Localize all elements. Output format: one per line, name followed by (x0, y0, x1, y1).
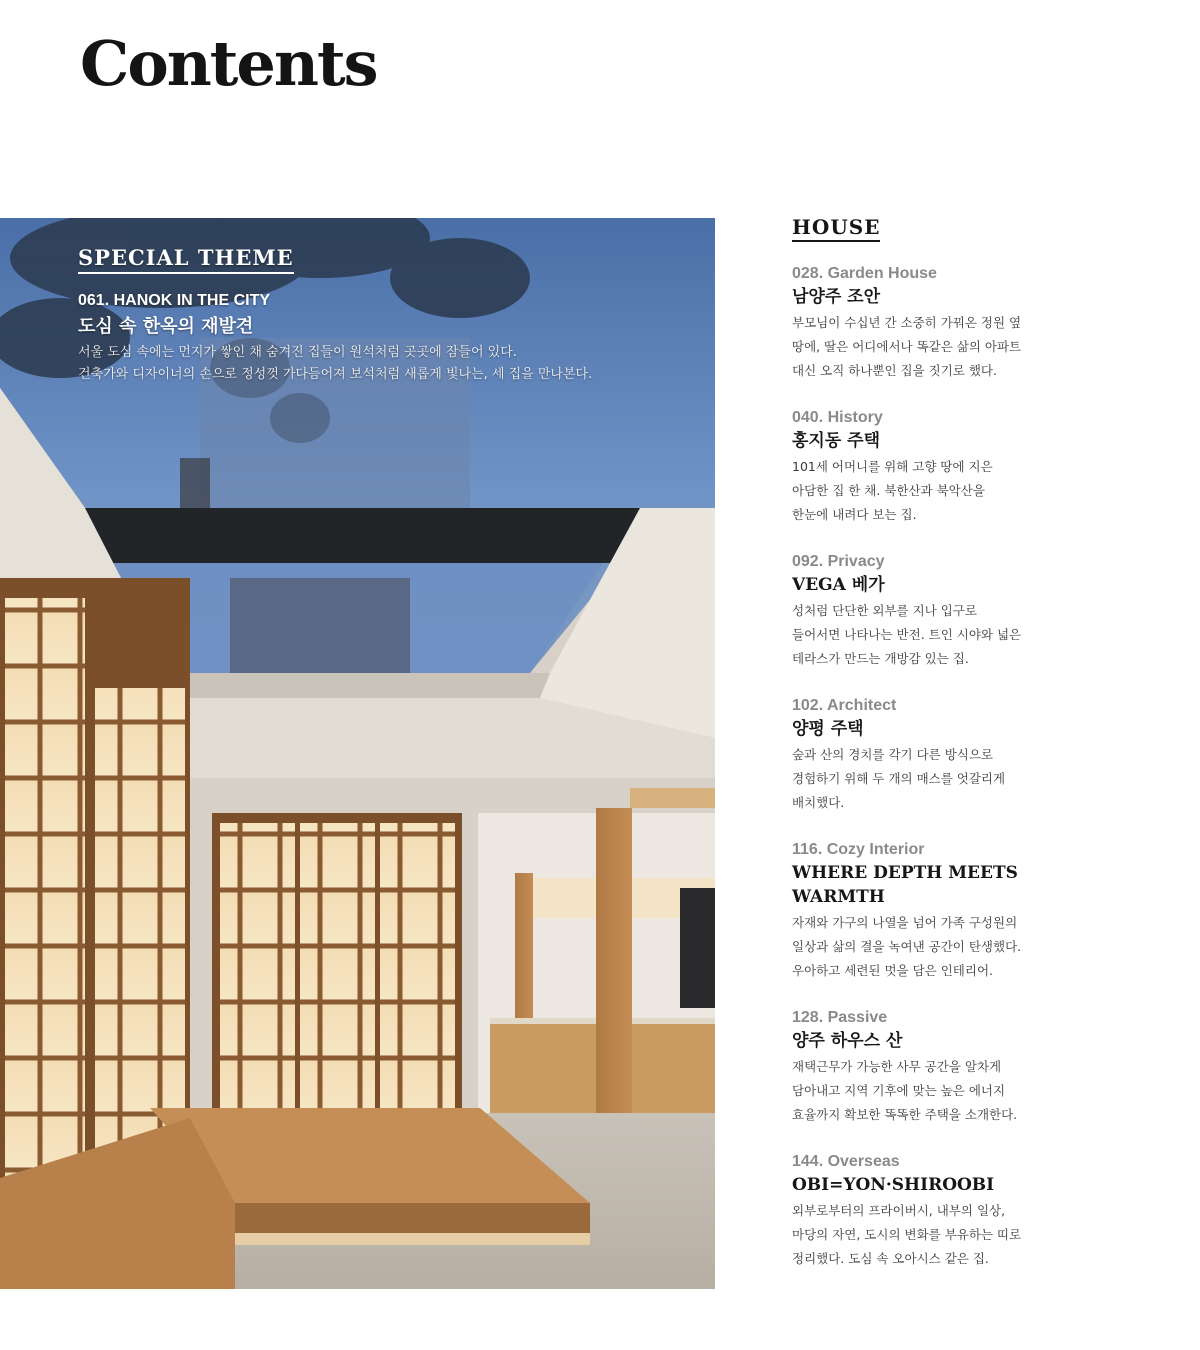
entry-number: 116. Cozy Interior (792, 841, 925, 858)
house-section-title: HOUSE (792, 215, 880, 242)
special-theme-block (78, 245, 698, 386)
house-section (792, 215, 1152, 1266)
entry-number: 040. History (792, 409, 883, 426)
special-theme-headline: 도심 속 한옥의 재발견 (78, 316, 254, 337)
entry-description: 외부로부터의 프라이버시, 내부의 일상, 마당의 자연, 도시의 변화를 부유하는 띠로 정리했다. 도심 속 오아시스 같은 집. (792, 1203, 1022, 1266)
special-theme-label: SPECIAL THEME (78, 245, 294, 274)
entry-description: 101세 어머니를 위해 고향 땅에 지은 아담한 집 한 채. 북한산과 북악산을 한눈에 내려다 보는 집. (792, 459, 993, 522)
entry-title: 양주 하우스 산 (792, 1031, 903, 1051)
entry-description: 자재와 가구의 나열을 넘어 가족 구성원의 일상과 삶의 결을 녹여낸 공간이 탄생했다. 우아하고 세련된 멋을 담은 인테리어. (792, 915, 1022, 978)
entry-number: 144. Overseas (792, 1153, 900, 1170)
entry-number: 102. Architect (792, 697, 897, 714)
page-title: Contents (80, 27, 377, 100)
contents-entry[interactable] (792, 1007, 1152, 1127)
contents-entry[interactable] (792, 263, 1152, 383)
entry-description: 숲과 산의 경치를 각기 다른 방식으로 경험하기 위해 두 개의 매스를 엇갈리게 배치했다. (792, 747, 1006, 810)
contents-entry[interactable] (792, 695, 1152, 815)
entry-number: 128. Passive (792, 1009, 888, 1026)
entry-description: 부모님이 수십년 간 소중히 가꿔온 정원 옆 땅에, 딸은 어디에서나 똑같은 삶의 아파트 대신 오직 하나뿐인 집을 짓기로 했다. (792, 315, 1022, 378)
entry-title: WHERE DEPTH MEETS WARMTH (792, 863, 1018, 907)
special-theme-number: 061. HANOK IN THE CITY (78, 292, 271, 309)
contents-entry[interactable] (792, 551, 1152, 671)
entry-title: 남양주 조안 (792, 287, 881, 307)
special-theme-description: 서울 도심 속에는 먼지가 쌓인 채 숨겨진 집들이 원석처럼 곳곳에 잠들어 있다. 건축가와 디자이너의 손으로 정성껏 가다듬어져 보석처럼 새롭게 빛나는, 세 집을 만나본다. (78, 345, 593, 382)
entry-description: 성처럼 단단한 외부를 지나 입구로 들어서면 나타나는 반전. 트인 시야와 넓은 테라스가 만드는 개방감 있는 집. (792, 603, 1022, 666)
contents-entry[interactable] (792, 1151, 1152, 1271)
entry-number: 092. Privacy (792, 553, 885, 570)
entry-title: 양평 주택 (792, 719, 864, 739)
entry-number: 028. Garden House (792, 265, 937, 282)
entry-title: VEGA 베가 (792, 575, 885, 595)
contents-entry[interactable] (792, 407, 1152, 527)
entry-title: OBI=YON·SHIROOBI (792, 1175, 995, 1195)
entry-title: 홍지동 주택 (792, 431, 881, 451)
entry-description: 재택근무가 가능한 사무 공간을 알차게 담아내고 지역 기후에 맞는 높은 에너지 효율까지 확보한 똑똑한 주택을 소개한다. (792, 1059, 1018, 1122)
contents-entry[interactable] (792, 839, 1152, 983)
